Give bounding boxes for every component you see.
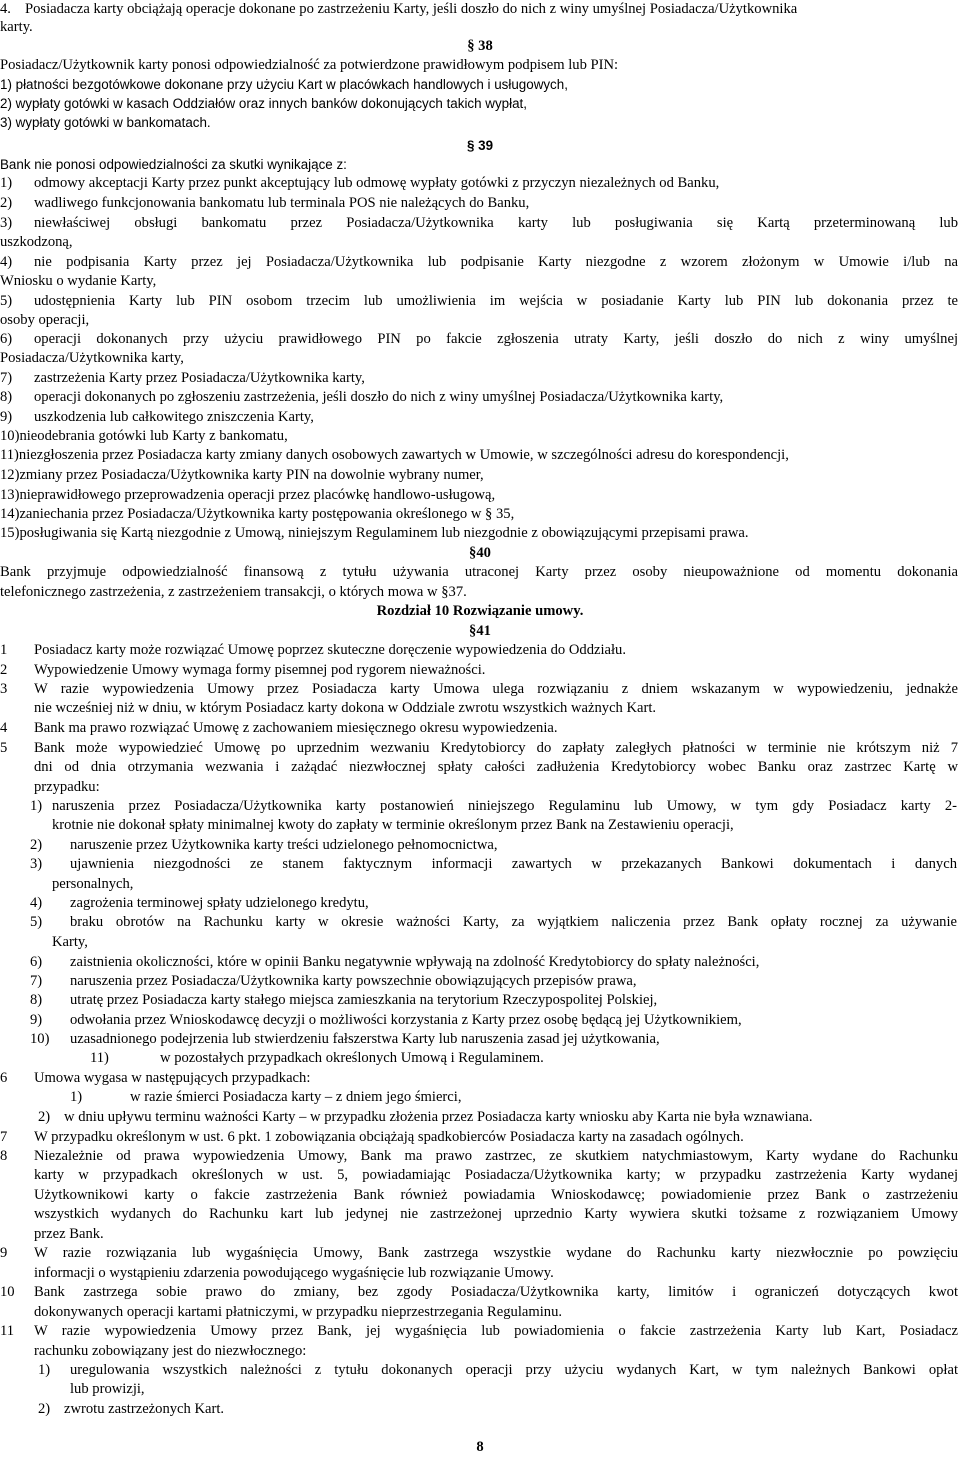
section-heading: § 39 (466, 138, 494, 153)
line-text: przez Bank. (34, 1226, 104, 1242)
list-number: 3) (0, 215, 13, 231)
line-text: krotnie nie dokonał spłaty minimalnej kwoty do zapłaty w terminie określonym przez Bank na Zestawieniu operacji, (52, 817, 734, 833)
line-text: Posiadacza karty obciążają operacje dokonane po zastrzeżeniu Karty, jeśli doszło do nich z winy umyślnej Posiadacza/Użytkownika (25, 1, 798, 17)
list-number: 8) (0, 389, 13, 405)
line-text: Posiadacza/Użytkownika karty, (0, 350, 184, 366)
line-text: telefonicznego zastrzeżenia, z zastrzeżeniem transakcji, o których mowa w §37. (0, 584, 467, 600)
list-number: 4. (0, 1, 11, 17)
section-heading: Rozdział 10 Rozwiązanie umowy. (376, 603, 584, 619)
line-text: operacji dokonanych przy użyciu prawidłowego PIN po fakcie zgłoszenia utraty Karty, jeśli doszło do nich z winy umyślnej (34, 331, 958, 347)
list-number: 5 (0, 740, 8, 756)
line-text: naruszenie przez Użytkownika karty treści udzielonego pełnomocnictwa, (70, 837, 498, 853)
line-text: karty. (0, 19, 33, 35)
line-text: Bank ma prawo rozwiązać Umowę z zachowaniem miesięcznego okresu wypowiedzenia. (34, 720, 558, 736)
line-text: 15)posługiwania się Kartą niezgodnie z Umową, niniejszym Regulaminem lub niezgodnie z obowiązującymi przepisami prawa. (0, 525, 749, 541)
line-text: operacji dokonanych po zgłoszeniu zastrzeżenia, jeśli doszło do nich z winy umyślnej Posiadacza/Użytkownika karty, (34, 389, 724, 405)
line-text: W razie wypowiedzenia Umowy przez Posiadacza karty Umowa ulega rozwiązaniu z dniem wskazanym w wypowiedzeniu, jednakże (34, 681, 958, 697)
list-number: 6) (0, 331, 13, 347)
line-text: Umowa wygasa w następujących przypadkach: (34, 1070, 311, 1086)
line-text: zwrotu zastrzeżonych Kart. (64, 1401, 225, 1417)
line-text: naruszenia przez Posiadacza/Użytkownika karty powszechnie obowiązujących przepisów prawa, (70, 973, 637, 989)
list-number: 2) (38, 1401, 51, 1417)
line-text: karty w przypadkach określonych w ust. 5, powiadamiając Posiadacza/Użytkownika karty; w przypadku zastrzeżenia Karty wydanej (34, 1167, 958, 1183)
line-text: 11)niezgłoszenia przez Posiadacza karty zmiany danych osobowych zawartych w Umowie, w szczególności adresu do korespondencji, (0, 447, 789, 463)
line-text: Karty, (52, 934, 88, 950)
list-number: 2) (38, 1109, 51, 1125)
line-text: W razie rozwiązania lub wygaśnięcia Umowy, Bank zastrzega wszystkie wydane do Rachunku karty niezwłocznie po powzięciu (34, 1245, 958, 1261)
line-text: udostępnienia Karty lub PIN osobom trzecim lub umożliwienia im wejścia w posiadanie Karty lub PIN lub dokonania przez te (34, 293, 958, 309)
line-text: osoby operacji, (0, 312, 90, 328)
line-text: lub prowizji, (70, 1381, 145, 1397)
line-text: braku obrotów na Rachunku karty w okresie ważności Karty, za wyjątkiem naliczenia przez Bank opłaty rocznej za używanie (70, 914, 957, 930)
list-number: 1) (38, 1362, 51, 1378)
line-text: Wypowiedzenie Umowy wymaga formy pisemnej pod rygorem nieważności. (34, 662, 486, 678)
line-text: 3) wypłaty gotówki w bankomatach. (0, 115, 211, 130)
list-number: 2) (30, 837, 43, 853)
list-number: 6 (0, 1070, 8, 1086)
line-text: 1) płatności bezgotówkowe dokonane przy użyciu Kart w placówkach handlowych i usługowych, (0, 77, 568, 92)
line-text: Niezależnie od prawa wypowiedzenia Umowy, Bank ma prawo zastrzec, ze skutkiem natychmiastowym, Karty wydane do Rachunku (34, 1148, 958, 1164)
list-number: 7 (0, 1129, 8, 1145)
line-text: niewłaściwej obsługi bankomatu przez Posiadacza/Użytkownika karty lub posługiwania się Kartą przeterminowaną lub (34, 215, 958, 231)
page-number: 8 (476, 1439, 484, 1455)
line-text: Bank przyjmuje odpowiedzialność finansową z tytułu używania utraconej Karty przez osoby nieupoważnione od momentu dokonania (0, 564, 958, 580)
line-text: wadliwego funkcjonowania bankomatu lub terminala POS nie należących do Banku, (34, 195, 530, 211)
list-number: 5) (30, 914, 43, 930)
line-text: uzasadnionego podejrzenia lub stwierdzeniu fałszerstwa Karty lub naruszenia zasad jej użytkowania, (70, 1031, 660, 1047)
line-text: ujawnienia niezgodności ze stanem faktycznym informacji zawartych w przekazanych Bankowi dokumentach i danych (70, 856, 957, 872)
line-text: Posiadacz/Użytkownik karty ponosi odpowiedzialność za potwierdzone prawidłowym podpisem lub PIN: (0, 57, 619, 73)
line-text: uregulowania wszystkich należności z tytułu dokonanych operacji przy użyciu wydanych Kart, w tym należnych Bankowi opłat (70, 1362, 958, 1378)
section-heading: §41 (469, 623, 491, 639)
line-text: 10)nieodebrania gotówki lub Karty z bankomatu, (0, 428, 288, 444)
list-number: 10 (0, 1284, 15, 1300)
line-text: odwołania przez Wnioskodawcę decyzji o możliwości korzystania z Karty przez osobę będącą jej Użytkownikiem, (70, 1012, 742, 1028)
line-text: dokonywanych operacji kartami płatniczymi, w przypadku nieprzestrzegania Regulaminu. (34, 1304, 563, 1320)
list-number: 4) (30, 895, 43, 911)
list-number: 9) (30, 1012, 43, 1028)
line-text: nie wcześniej niż w dniu, w którym Posiadacz karty dokona w Oddziale zwrotu wszystkich ważnych Kart. (34, 700, 657, 716)
line-text: W razie wypowiedzenia Umowy przez Bank, jej wygaśnięcia lub powiadomienia o fakcie zastrzeżenia Karty lub Kart, Posiadacz (34, 1323, 958, 1339)
list-number: 3) (30, 856, 43, 872)
line-text: rachunku zobowiązany jest do niezwłocznego: (34, 1343, 307, 1359)
list-number: 1 (0, 642, 8, 658)
line-text: Bank nie ponosi odpowiedzialności za skutki wynikające z: (0, 157, 347, 172)
line-text: Bank zastrzega sobie prawo do zmiany, bez zgody Posiadacza/Użytkownika karty, limitów i ograniczeń dotyczących kwot (34, 1284, 958, 1300)
line-text: naruszenia przez Posiadacza/Użytkownika karty postanowień niniejszego Regulaminu lub Umowy, w tym gdy Posiadacz karty 2- (52, 798, 957, 814)
list-number: 9) (0, 409, 13, 425)
list-number: 1) (30, 798, 43, 814)
list-number: 7) (0, 370, 13, 386)
line-text: uszkodzenia lub całkowitego zniszczenia Karty, (34, 409, 314, 425)
line-text: Użytkownikowi karty o fakcie zastrzeżenia Bank również powiadamia Wnioskodawcę; powiadomienie przez Bank o zastrzeżeniu (34, 1187, 958, 1203)
line-text: 13)nieprawidłowego przeprowadzenia operacji przez placówkę handlowo-usługową, (0, 487, 496, 503)
list-number: 2) (0, 195, 13, 211)
line-text: personalnych, (52, 876, 134, 892)
list-number: 1) (70, 1089, 83, 1105)
line-text: odmowy akceptacji Karty przez punkt akceptujący lub odmowę wypłaty gotówki z przyczyn niezależnych od Banku, (34, 175, 720, 191)
list-number: 8) (30, 992, 43, 1008)
line-text: utratę przez Posiadacza karty stałego miejsca zamieszkania na terytorium Rzeczypospolitej Polskiej, (70, 992, 658, 1008)
line-text: dni od dnia otrzymania wezwania i zażądać niezwłocznej spłaty całości zadłużenia Kredytobiorcy wobec Banku oraz zastrzec Kartę w (34, 759, 958, 775)
list-number: 9 (0, 1245, 8, 1261)
list-number: 3 (0, 681, 8, 697)
line-text: wszystkich wydanych do Rachunku kart lub jedynej nie zastrzeżonej uprzednio Karty wywiera skutki tożsame z rozwiązaniem Umowy (34, 1206, 958, 1222)
list-number: 8 (0, 1148, 8, 1164)
section-heading: § 38 (467, 38, 493, 54)
line-text: zastrzeżenia Karty przez Posiadacza/Użytkownika karty, (34, 370, 365, 386)
list-number: 7) (30, 973, 43, 989)
line-text: informacji o wystąpieniu zdarzenia powodującego wygaśnięcie lub rozwiązanie Umowy. (34, 1265, 554, 1281)
list-number: 10) (30, 1031, 50, 1047)
line-text: zagrożenia terminowej spłaty udzielonego kredytu, (70, 895, 369, 911)
list-number: 11 (0, 1323, 15, 1339)
list-number: 4) (0, 254, 13, 270)
list-number: 11) (90, 1050, 109, 1066)
list-number: 1) (0, 175, 13, 191)
line-text: w razie śmierci Posiadacza karty – z dniem jego śmierci, (130, 1089, 462, 1105)
line-text: 2) wypłaty gotówki w kasach Oddziałów oraz innych banków dokonujących takich wypłat, (0, 96, 527, 111)
line-text: zaistnienia okoliczności, które w opinii Banku negatywnie wpływają na zdolność Kredytobiorcy do spłaty należności, (70, 954, 760, 970)
line-text: nie podpisania Karty przez jej Posiadacza/Użytkownika lub podpisanie Karty niezgodne z wzorem złożonym w Umowie i/lub na (34, 254, 958, 270)
list-number: 2 (0, 662, 8, 678)
list-number: 5) (0, 293, 13, 309)
list-number: 4 (0, 720, 8, 736)
line-text: Bank może wypowiedzieć Umowę po uprzednim wezwaniu Kredytobiorcy do zapłaty zaległych płatności w terminie nie krótszym niż 7 (34, 740, 958, 756)
line-text: w dniu upływu terminu ważności Karty – w przypadku złożenia przez Posiadacza karty wniosku aby Karta nie była wznawiana. (64, 1109, 813, 1125)
line-text: Posiadacz karty może rozwiązać Umowę poprzez skuteczne doręczenie wypowiedzenia do Oddziału. (34, 642, 626, 658)
line-text: uszkodzoną, (0, 234, 73, 250)
section-heading: §40 (469, 545, 491, 561)
line-text: 12)zmiany przez Posiadacza/Użytkownika karty PIN na dowolnie wybrany numer, (0, 467, 484, 483)
line-text: przypadku: (34, 779, 100, 795)
line-text: 14)zaniechania przez Posiadacza/Użytkownika karty postępowania określonego w § 35, (0, 506, 515, 522)
list-number: 6) (30, 954, 43, 970)
line-text: Wniosku o wydanie Karty, (0, 273, 157, 289)
line-text: w pozostałych przypadkach określonych Umową i Regulaminem. (160, 1050, 544, 1066)
line-text: W przypadku określonym w ust. 6 pkt. 1 zobowiązania obciążają spadkobierców Posiadacza karty na zasadach ogólnych. (34, 1129, 744, 1145)
